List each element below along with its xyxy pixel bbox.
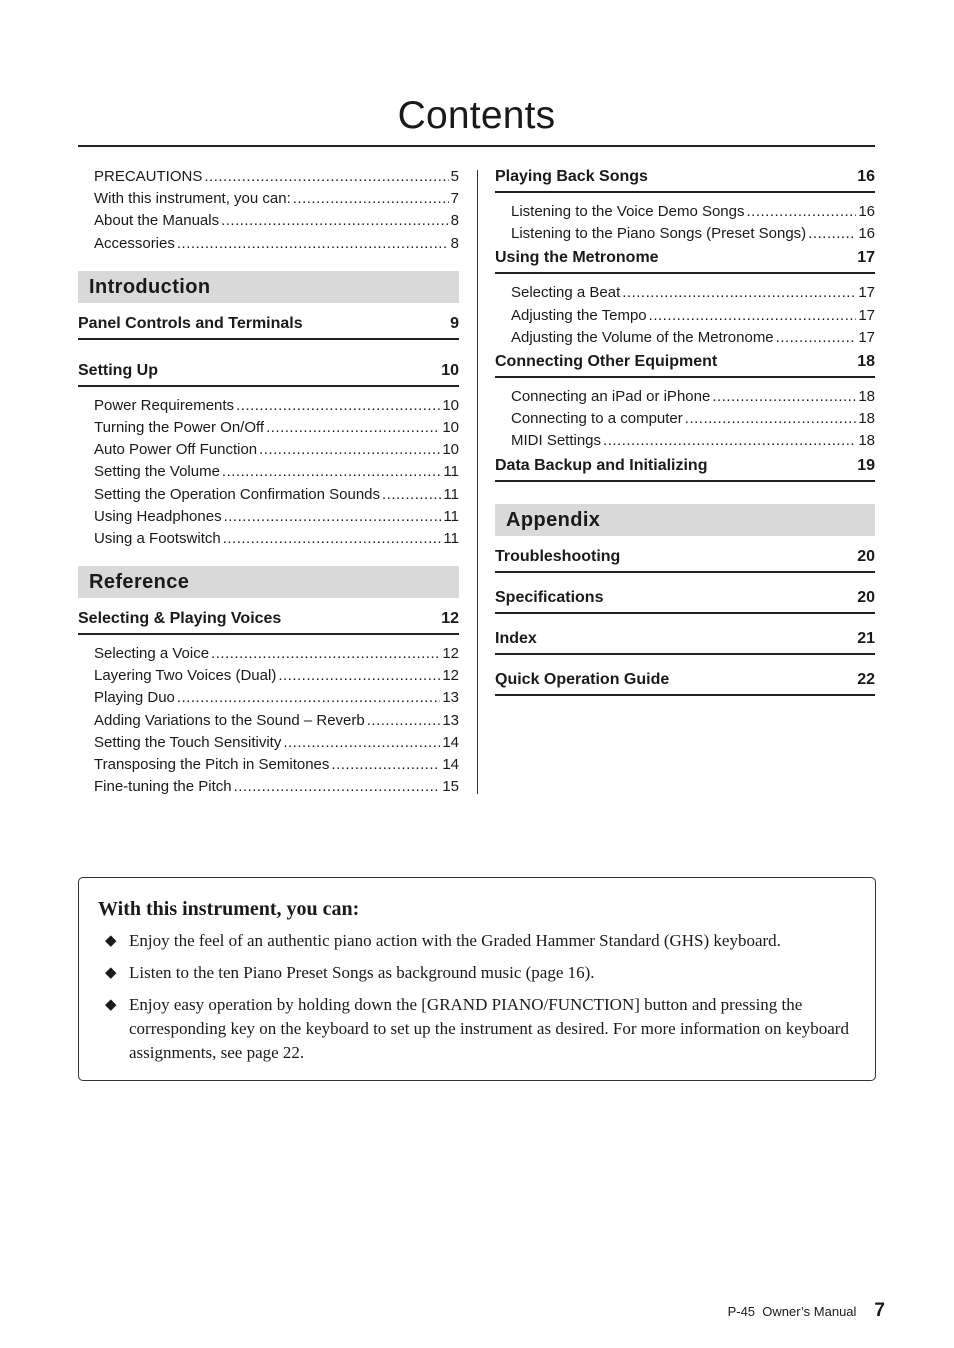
leader-dots (224, 506, 442, 528)
toc-entry-label: Adjusting the Tempo (511, 306, 647, 324)
leader-dots (221, 210, 449, 232)
toc-entry-label: MIDI Settings (511, 432, 602, 450)
title-divider (78, 145, 875, 147)
toc-entry-label: Setting the Volume (94, 463, 220, 481)
toc-section-panel-controls[interactable] (78, 307, 459, 340)
section-page: 16 (857, 168, 875, 185)
toc-entry-page: 18 (858, 410, 875, 428)
toc-entry-label: Selecting a Beat (511, 284, 621, 302)
section-title: Data Backup and Initializing (495, 456, 708, 474)
feature-item-text: Enjoy the feel of an authentic piano action with the Graded Hammer Standard (GHS) keyboard. (129, 931, 781, 950)
toc-entry-page: 18 (858, 432, 875, 450)
leader-dots (331, 754, 440, 776)
section-page: 22 (857, 670, 875, 688)
toc-entry-page: 7 (450, 190, 459, 208)
leader-dots (177, 233, 449, 255)
toc-entry-label: Listening to the Piano Songs (Preset Songs) (511, 225, 807, 243)
leader-dots (746, 201, 856, 223)
toc-entry-accessories[interactable] (94, 233, 459, 255)
toc-entry-page: 8 (450, 212, 459, 230)
page-title: Contents (397, 94, 556, 137)
toc-entry[interactable] (94, 754, 459, 776)
section-title: Panel Controls and Terminals (78, 314, 303, 332)
toc-entry[interactable] (94, 461, 459, 483)
section-page: 10 (441, 361, 459, 379)
feature-item (98, 929, 855, 953)
leader-dots (712, 386, 856, 408)
toc-entry-page: 11 (443, 485, 459, 503)
toc-entry[interactable] (94, 439, 459, 461)
toc-entry[interactable] (94, 395, 459, 417)
songs-subsections (495, 201, 875, 245)
voices-subsections (78, 643, 459, 798)
leader-dots (685, 408, 857, 430)
section-title: Playing Back Songs (495, 168, 648, 185)
section-page: 17 (857, 249, 875, 267)
diamond-bullet-icon: ◆ (105, 997, 117, 1013)
toc-entry-label: Layering Two Voices (Dual) (94, 667, 277, 685)
toc-entry[interactable] (94, 528, 459, 550)
section-title: Index (495, 629, 537, 647)
part-heading-introduction: Introduction (78, 271, 459, 303)
manual-name: P-45 Owner’s Manual (727, 1304, 857, 1319)
toc-entry-page: 11 (443, 507, 459, 525)
toc-entry-label: PRECAUTIONS (94, 168, 203, 185)
toc-entry[interactable] (94, 732, 459, 754)
feature-box (78, 877, 876, 1081)
leader-dots (222, 461, 442, 483)
toc-entry-page: 18 (858, 387, 875, 405)
toc-entry-page: 12 (442, 667, 459, 685)
section-page: 20 (857, 588, 875, 606)
toc-entry-with-this-instrument[interactable] (94, 188, 459, 210)
toc-entry-label: With this instrument, you can: (94, 190, 291, 208)
section-page: 12 (441, 610, 459, 628)
toc-entry[interactable] (94, 417, 459, 439)
toc-entry-label: Adding Variations to the Sound – Reverb (94, 711, 365, 729)
leader-dots (278, 665, 440, 687)
section-title: Connecting Other Equipment (495, 352, 718, 370)
connecting-subsections (495, 386, 875, 453)
toc-section-specifications[interactable] (495, 581, 875, 614)
toc-entry-page: 10 (442, 418, 459, 436)
toc-section-data-backup[interactable] (495, 449, 875, 482)
toc-entry-label: Connecting an iPad or iPhone (511, 387, 711, 405)
toc-entry-page: 16 (858, 225, 875, 243)
diamond-bullet-icon: ◆ (105, 933, 117, 949)
toc-entry[interactable] (511, 430, 875, 452)
toc-entry-label: Setting the Touch Sensitivity (94, 733, 282, 751)
toc-entry-page: 12 (442, 645, 459, 663)
page-footer (728, 1300, 885, 1322)
part-heading-appendix: Appendix (495, 504, 875, 536)
toc-entry-page: 14 (442, 733, 459, 751)
toc-entry[interactable] (511, 386, 875, 408)
toc-entry-label: Power Requirements (94, 396, 235, 414)
toc-entry[interactable] (94, 776, 459, 798)
toc-section-connecting-equipment[interactable] (495, 345, 875, 378)
toc-entry[interactable] (94, 643, 459, 665)
toc-entry[interactable] (94, 665, 459, 687)
toc-entry-label: Accessories (94, 234, 175, 252)
toc-entry-page: 10 (442, 396, 459, 414)
page-number: 7 (874, 1300, 885, 1321)
leader-dots (382, 484, 441, 506)
toc-section-selecting-voices[interactable] (78, 602, 459, 635)
toc-entry-label: Turning the Power On/Off (94, 418, 265, 436)
leader-dots (234, 776, 441, 798)
section-page: 18 (857, 352, 875, 370)
metronome-subsections (495, 282, 875, 349)
leader-dots (236, 395, 440, 417)
section-title: Specifications (495, 588, 604, 606)
toc-entry-page: 10 (442, 441, 459, 459)
leader-dots (776, 327, 857, 349)
toc-left-column (78, 160, 459, 798)
section-page: 9 (450, 314, 459, 332)
toc-entry-page: 11 (443, 529, 459, 547)
section-page: 20 (857, 547, 875, 565)
toc-entry-label: Using a Footswitch (94, 529, 221, 547)
toc-entry[interactable] (511, 305, 875, 327)
leader-dots (808, 223, 856, 245)
part-heading-reference: Reference (78, 566, 459, 598)
setting-up-subsections (78, 395, 459, 550)
toc-entry-page: 16 (858, 203, 875, 220)
section-title: Using the Metronome (495, 249, 659, 267)
front-matter-list (78, 166, 459, 255)
toc-entry-page: 11 (443, 463, 459, 481)
toc-entry-label: Connecting to a computer (511, 410, 683, 428)
toc-entry[interactable] (511, 201, 875, 223)
toc-entry-label: Adjusting the Volume of the Metronome (511, 328, 774, 346)
toc-entry[interactable] (511, 408, 875, 430)
toc-entry-page: 13 (442, 689, 459, 707)
feature-item (98, 961, 855, 985)
toc-entry-page: 15 (442, 778, 459, 796)
feature-item-text: Enjoy easy operation by holding down the [GRAND PIANO/FUNCTION] button and pressing the corresponding key on the keyboard to set up the instrument as desired. For more information on keyboard assignments, see page 22. (129, 995, 849, 1062)
toc-entry[interactable] (511, 282, 875, 304)
toc-entry-page: 17 (858, 306, 875, 324)
leader-dots (223, 528, 442, 550)
leader-dots (622, 282, 856, 304)
toc-entry-label: Auto Power Off Function (94, 441, 258, 459)
leader-dots (367, 710, 441, 732)
section-title: Setting Up (78, 361, 158, 379)
toc-entry-precautions[interactable] (94, 166, 459, 188)
leader-dots (293, 188, 449, 210)
leader-dots (266, 417, 440, 439)
toc-section-metronome[interactable] (495, 241, 875, 274)
toc-entry-page: 13 (442, 711, 459, 729)
column-divider (477, 170, 478, 794)
toc-entry-page: 5 (450, 168, 459, 185)
feature-box-title: With this instrument, you can: (98, 898, 360, 920)
toc-entry-label: Playing Duo (94, 689, 175, 707)
toc-entry-label: About the Manuals (94, 212, 220, 230)
section-title: Quick Operation Guide (495, 670, 670, 688)
toc-entry-label: Using Headphones (94, 507, 222, 525)
leader-dots (211, 643, 440, 665)
toc-entry-label: Fine-tuning the Pitch (94, 778, 232, 796)
leader-dots (603, 430, 856, 452)
leader-dots (259, 439, 440, 461)
toc-entry[interactable] (94, 484, 459, 506)
toc-entry-label: Listening to the Voice Demo Songs (511, 203, 745, 220)
section-page: 19 (857, 456, 875, 474)
toc-entry-page: 17 (858, 284, 875, 302)
toc-entry-label: Setting the Operation Confirmation Sounds (94, 485, 381, 503)
toc-section-setting-up[interactable] (78, 354, 459, 387)
toc-entry[interactable] (511, 327, 875, 349)
toc-entry-about-manuals[interactable] (94, 210, 459, 232)
toc-section-troubleshooting[interactable] (495, 540, 875, 573)
toc-entry-label: Selecting a Voice (94, 645, 210, 663)
leader-dots (283, 732, 440, 754)
toc-entry-page: 17 (858, 328, 875, 346)
toc-right-column (495, 160, 875, 696)
toc-entry[interactable] (94, 687, 459, 709)
leader-dots (204, 166, 448, 188)
toc-section-index[interactable] (495, 622, 875, 655)
section-title: Selecting & Playing Voices (78, 610, 282, 628)
diamond-bullet-icon: ◆ (105, 965, 117, 981)
section-page: 21 (857, 629, 875, 647)
toc-section-playing-back-songs[interactable] (495, 160, 875, 193)
feature-item (98, 993, 855, 1065)
toc-entry-page: 14 (442, 756, 459, 773)
toc-entry-page: 8 (450, 234, 459, 252)
feature-item-text: Listen to the ten Piano Preset Songs as background music (page 16). (129, 963, 595, 982)
section-title: Troubleshooting (495, 547, 621, 565)
leader-dots (177, 687, 440, 709)
toc-entry[interactable] (94, 710, 459, 732)
toc-entry-label: Transposing the Pitch in Semitones (94, 756, 330, 773)
leader-dots (649, 305, 857, 327)
toc-entry[interactable] (94, 506, 459, 528)
toc-section-quick-operation-guide[interactable] (495, 663, 875, 696)
toc-entry[interactable] (511, 223, 875, 245)
